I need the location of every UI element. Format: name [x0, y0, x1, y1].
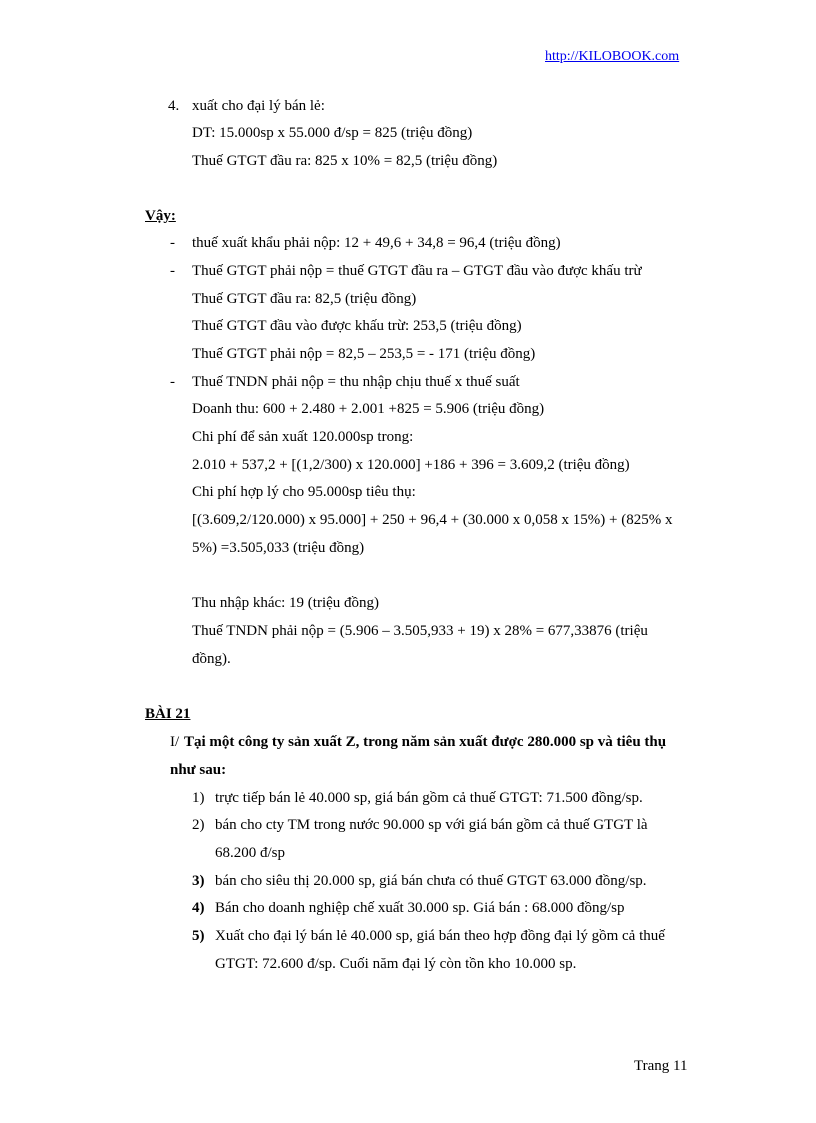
list-number: 5): [192, 928, 205, 944]
list-item: bán cho cty TM trong nước 90.000 sp với giá bán gồm cả thuế GTGT là: [215, 817, 648, 833]
page-number: Trang 11: [634, 1058, 688, 1074]
section-title: xuất cho đại lý bán lẻ:: [192, 98, 325, 114]
list-item: GTGT: 72.600 đ/sp. Cuối năm đại lý còn tồn kho 10.000 sp.: [215, 956, 577, 972]
list-item: Xuất cho đại lý bán lẻ 40.000 sp, giá bán theo hợp đồng đại lý gồm cả thuế: [215, 928, 665, 944]
summary-heading: Vậy:: [145, 208, 176, 224]
list-item: 68.200 đ/sp: [215, 845, 286, 861]
bullet-dash: -: [170, 374, 175, 390]
list-number: 1): [192, 790, 205, 806]
bullet-text: Thuế TNDN phải nộp = thu nhập chịu thuế x thuế suất: [192, 374, 520, 390]
item-number: 4.: [168, 98, 180, 114]
intro-text: như sau:: [170, 762, 227, 778]
text-line: 2.010 + 537,2 + [(1,2/300) x 120.000] +186 + 396 = 3.609,2 (triệu đồng): [192, 457, 630, 473]
text-line: Thuế GTGT đầu ra: 82,5 (triệu đồng): [192, 291, 417, 307]
bullet-dash: -: [170, 263, 175, 279]
text-line: Thuế GTGT đầu vào được khấu trừ: 253,5 (triệu đồng): [192, 318, 522, 334]
text-line: Doanh thu: 600 + 2.480 + 2.001 +825 = 5.906 (triệu đồng): [192, 401, 545, 417]
bullet-dash: -: [170, 235, 175, 251]
text-line: đồng).: [192, 651, 231, 667]
text-line: Thuế GTGT đầu ra: 825 x 10% = 82,5 (triệu đồng): [192, 153, 498, 169]
intro-text: Tại một công ty sản xuất Z, trong năm sản xuất được 280.000 sp và tiêu thụ: [184, 734, 667, 750]
bullet-text: Thuế GTGT phải nộp = thuế GTGT đầu ra – GTGT đầu vào được khấu trừ: [192, 263, 642, 279]
text-line: Thuế TNDN phải nộp = (5.906 – 3.505,933 + 19) x 28% = 677,33876 (triệu: [192, 623, 648, 639]
list-item: Bán cho doanh nghiệp chế xuất 30.000 sp. Giá bán : 68.000 đồng/sp: [215, 900, 625, 916]
text-line: 5%) =3.505,033 (triệu đồng): [192, 540, 365, 556]
bullet-text: thuế xuất khẩu phải nộp: 12 + 49,6 + 34,8 = 96,4 (triệu đồng): [192, 235, 561, 251]
list-item: bán cho siêu thị 20.000 sp, giá bán chưa có thuế GTGT 63.000 đồng/sp.: [215, 873, 647, 889]
text-line: Chi phí hợp lý cho 95.000sp tiêu thụ:: [192, 484, 416, 500]
header-link[interactable]: http://KILOBOOK.com: [545, 49, 680, 64]
intro-prefix: I/: [170, 734, 180, 750]
list-number: 3): [192, 873, 205, 889]
exercise-heading: BÀI 21: [145, 706, 191, 722]
list-number: 4): [192, 900, 205, 916]
text-line: Thu nhập khác: 19 (triệu đồng): [192, 595, 380, 611]
list-number: 2): [192, 817, 205, 833]
list-item: trực tiếp bán lẻ 40.000 sp, giá bán gồm cả thuế GTGT: 71.500 đồng/sp.: [215, 790, 643, 806]
text-line: Chi phí để sản xuất 120.000sp trong:: [192, 429, 414, 445]
text-line: [(3.609,2/120.000) x 95.000] + 250 + 96,4 + (30.000 x 0,058 x 15%) + (825% x: [192, 512, 673, 528]
text-line: Thuế GTGT phải nộp = 82,5 – 253,5 = - 171 (triệu đồng): [192, 346, 536, 362]
text-line: DT: 15.000sp x 55.000 đ/sp = 825 (triệu đồng): [192, 125, 473, 141]
